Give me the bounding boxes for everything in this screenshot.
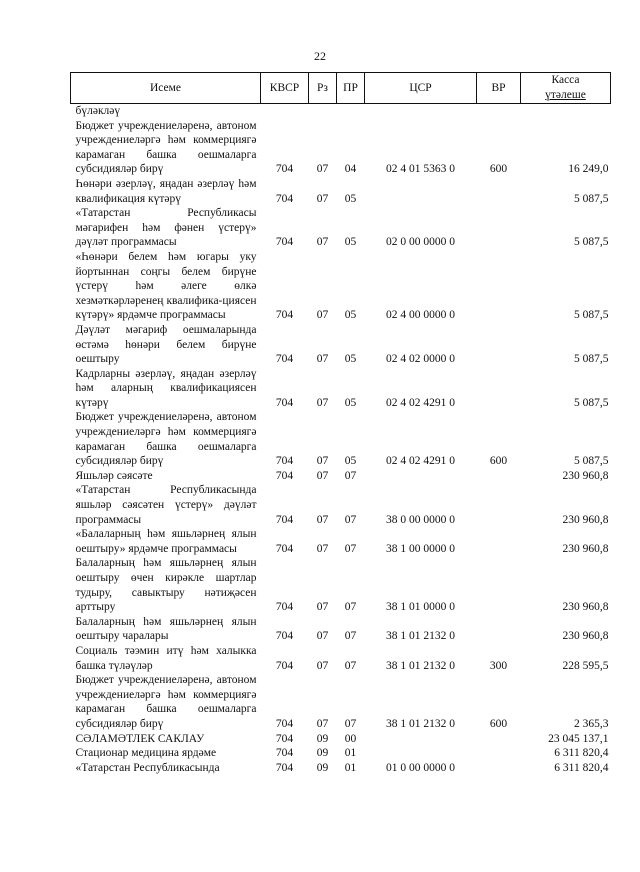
table-header — [71, 73, 611, 104]
row-vr — [477, 250, 521, 323]
row-kvsr: 704 — [275, 630, 294, 643]
row-amount: 230 960,8 — [562, 542, 609, 555]
row-rz: 07 — [316, 396, 329, 409]
row-amount: 5 087,5 — [574, 353, 609, 366]
header-pr: ПР — [337, 73, 365, 104]
row-pr: 05 — [344, 236, 357, 249]
row-amount: 230 960,8 — [562, 601, 609, 614]
header-kassa — [521, 73, 611, 104]
page-number: 22 — [314, 49, 326, 63]
table-row — [71, 746, 611, 761]
row-kvsr: 704 — [275, 192, 294, 205]
row-pr: 05 — [344, 309, 357, 322]
row-kvsr: 704 — [275, 717, 294, 730]
table-row — [71, 556, 611, 614]
row-rz: 07 — [316, 163, 329, 176]
row-rz: 07 — [316, 192, 329, 205]
row-rz: 09 — [316, 747, 329, 760]
row-kvsr: 704 — [275, 309, 294, 322]
row-csr: 02 0 00 0000 0 — [386, 236, 455, 249]
row-name: Яшьләр сәясәте — [75, 469, 153, 482]
row-name: Дәүләт мәгариф оешмаларында өстәмә һөнәри белем бирүне оештыру — [75, 323, 257, 366]
row-pr: 07 — [344, 513, 357, 526]
row-rz: 07 — [316, 542, 329, 555]
row-pr: 07 — [344, 659, 357, 672]
table-row — [71, 367, 611, 411]
row-rz: 07 — [316, 630, 329, 643]
table-row — [71, 761, 611, 776]
row-kvsr: 704 — [275, 601, 294, 614]
row-name: Бюджет учреждениеләренә, автоном учреждениеләргә һәм коммерциягә карамаган башка оешмаларга субсидияләр бирү — [75, 411, 257, 468]
row-name: «Татарстан Республикасы мәгарифен һәм фәнен үстерү» дәүләт программасы — [75, 207, 257, 249]
table-row — [71, 104, 611, 119]
row-name: «Балаларның һәм яшьләрнең ялын оештыру» ярдәмче программасы — [75, 528, 257, 555]
row-vr — [477, 104, 521, 119]
header-kassa-line1: Касса — [551, 74, 580, 87]
row-rz: 07 — [316, 601, 329, 614]
row-name: Балаларның һәм яшьләрнең ялын оештыру чаралары — [75, 615, 257, 643]
row-rz: 09 — [316, 732, 329, 745]
row-vr — [477, 177, 521, 206]
table-row — [71, 250, 611, 323]
row-vr — [477, 323, 521, 367]
row-kvsr: 704 — [275, 659, 294, 672]
row-vr — [477, 761, 521, 776]
row-rz: 07 — [316, 309, 329, 322]
row-csr — [365, 104, 477, 119]
row-rz: 07 — [316, 659, 329, 672]
row-csr: 02 4 02 4291 0 — [386, 396, 455, 409]
row-pr: 07 — [344, 469, 357, 482]
row-amount: 5 087,5 — [574, 455, 609, 468]
row-amount: 5 087,5 — [574, 396, 609, 409]
row-csr: 02 4 00 0000 0 — [386, 309, 455, 322]
row-vr — [477, 732, 521, 747]
row-pr — [337, 104, 365, 119]
row-vr — [477, 367, 521, 411]
table-row — [71, 119, 611, 177]
row-kvsr: 704 — [275, 353, 294, 366]
row-kvsr — [261, 104, 309, 119]
row-csr: 38 1 01 2132 0 — [386, 717, 455, 730]
row-rz: 07 — [316, 455, 329, 468]
row-kvsr: 704 — [275, 732, 294, 745]
row-name: Социаль тәэмин итү һәм халыкка башка түләүләр — [75, 644, 257, 672]
row-amount: 23 045 137,1 — [548, 732, 609, 745]
table-row — [71, 410, 611, 468]
row-rz: 07 — [316, 717, 329, 730]
row-rz: 07 — [316, 236, 329, 249]
row-csr: 02 4 02 0000 0 — [386, 353, 455, 366]
row-name: Стационар медицина ярдәме — [75, 747, 217, 760]
header-name: Исеме — [71, 73, 261, 104]
row-name: Балаларның һәм яшьләрнең ялын оештыру өчен кирәкле шартлар тудыру, савыктыру нәтиҗәсен арттыру — [75, 557, 257, 614]
row-csr: 38 0 00 0000 0 — [386, 513, 455, 526]
row-amount: 6 311 820,4 — [554, 761, 609, 774]
table-row — [71, 673, 611, 731]
header-rz: Рз — [309, 73, 337, 104]
table-row — [71, 206, 611, 250]
table-row — [71, 644, 611, 673]
row-pr: 05 — [344, 353, 357, 366]
row-amount: 230 960,8 — [562, 630, 609, 643]
row-vr: 300 — [489, 659, 508, 672]
row-pr: 00 — [344, 732, 357, 745]
row-pr: 01 — [344, 761, 357, 774]
row-csr: 02 4 01 5363 0 — [386, 163, 455, 176]
row-vr — [477, 527, 521, 556]
row-csr — [365, 177, 477, 206]
row-amount: 6 311 820,4 — [554, 747, 609, 760]
row-kvsr: 704 — [275, 469, 294, 482]
row-name: Һөнәри әзерләү, яңадан әзерләү һәм квалификация күтәрү — [75, 177, 257, 205]
budget-table — [70, 72, 611, 775]
row-amount: 230 960,8 — [562, 513, 609, 526]
row-name: Кадрларны әзерләү, яңадан әзерләү һәм аларның квалификациясен күтәрү — [75, 367, 257, 409]
row-name: «Һөнәри белем һәм югары уку йортыннан соңгы белем бирүне үстерү һәм әлеге өлкә хезмәткәрләренең квалифика-циясен күтәрү» ярдәмче программасы — [75, 250, 257, 322]
row-vr — [477, 206, 521, 250]
row-csr — [365, 746, 477, 761]
row-vr — [477, 483, 521, 527]
row-vr: 600 — [489, 163, 508, 176]
header-kassa-line2: үтәлеше — [545, 89, 586, 101]
row-csr: 38 1 01 2132 0 — [386, 659, 455, 672]
row-pr: 07 — [344, 717, 357, 730]
table-row — [71, 615, 611, 644]
row-name: СӘЛАМӘТЛЕК САКЛАУ — [75, 732, 205, 745]
row-kvsr: 704 — [275, 396, 294, 409]
row-rz: 07 — [316, 469, 329, 482]
row-kvsr: 704 — [275, 513, 294, 526]
row-csr: 01 0 00 0000 0 — [386, 761, 455, 774]
row-pr: 05 — [344, 455, 357, 468]
table-row — [71, 483, 611, 527]
row-name: Бюджет учреждениеләренә, автоном учреждениеләргә һәм коммерциягә карамаган башка оешмаларга субсидияләр бирү — [75, 119, 257, 176]
row-csr — [365, 732, 477, 747]
row-amount: 228 595,5 — [562, 659, 609, 672]
table-row — [71, 527, 611, 556]
header-kvsr: КВСР — [261, 73, 309, 104]
row-kvsr: 704 — [275, 761, 294, 774]
table-row — [71, 732, 611, 747]
row-name: «Татарстан Республикасында — [75, 761, 220, 774]
row-amount: 2 365,3 — [574, 717, 609, 730]
row-vr: 600 — [489, 455, 508, 468]
row-pr: 04 — [344, 163, 357, 176]
row-vr — [477, 469, 521, 484]
row-rz: 07 — [316, 513, 329, 526]
header-vr: ВР — [477, 73, 521, 104]
row-csr: 38 1 00 0000 0 — [386, 542, 455, 555]
table-row — [71, 323, 611, 367]
row-kvsr: 704 — [275, 163, 294, 176]
row-kvsr: 704 — [275, 236, 294, 249]
table-row — [71, 177, 611, 206]
row-amount — [521, 104, 611, 119]
row-csr: 38 1 01 2132 0 — [386, 630, 455, 643]
row-rz: 07 — [316, 353, 329, 366]
row-csr — [365, 469, 477, 484]
row-vr — [477, 746, 521, 761]
row-pr: 07 — [344, 630, 357, 643]
row-pr: 05 — [344, 396, 357, 409]
row-pr: 07 — [344, 601, 357, 614]
header-csr: ЦСР — [365, 73, 477, 104]
row-kvsr: 704 — [275, 542, 294, 555]
row-amount: 5 087,5 — [574, 192, 609, 205]
row-amount: 5 087,5 — [574, 236, 609, 249]
row-rz — [309, 104, 337, 119]
row-name: «Татарстан Республикасында яшьләр сәясәтен үстерү» дәүләт программасы — [75, 484, 257, 526]
table-row — [71, 469, 611, 484]
row-vr: 600 — [489, 717, 508, 730]
row-csr: 02 4 02 4291 0 — [386, 455, 455, 468]
row-vr — [477, 615, 521, 644]
row-kvsr: 704 — [275, 455, 294, 468]
row-name: Бюджет учреждениеләренә, автоном учреждениеләргә һәм коммерциягә карамаган башка оешмаларга субсидияләр бирү — [75, 674, 257, 730]
row-amount: 5 087,5 — [574, 309, 609, 322]
row-amount: 230 960,8 — [562, 469, 609, 482]
row-kvsr: 704 — [275, 747, 294, 760]
row-pr: 07 — [344, 542, 357, 555]
row-name: бүләкләү — [75, 105, 121, 117]
row-csr: 38 1 01 0000 0 — [386, 601, 455, 614]
row-amount: 16 249,0 — [568, 163, 609, 176]
row-vr — [477, 556, 521, 614]
row-pr: 05 — [344, 192, 357, 205]
row-pr: 01 — [344, 747, 357, 760]
row-rz: 09 — [316, 761, 329, 774]
